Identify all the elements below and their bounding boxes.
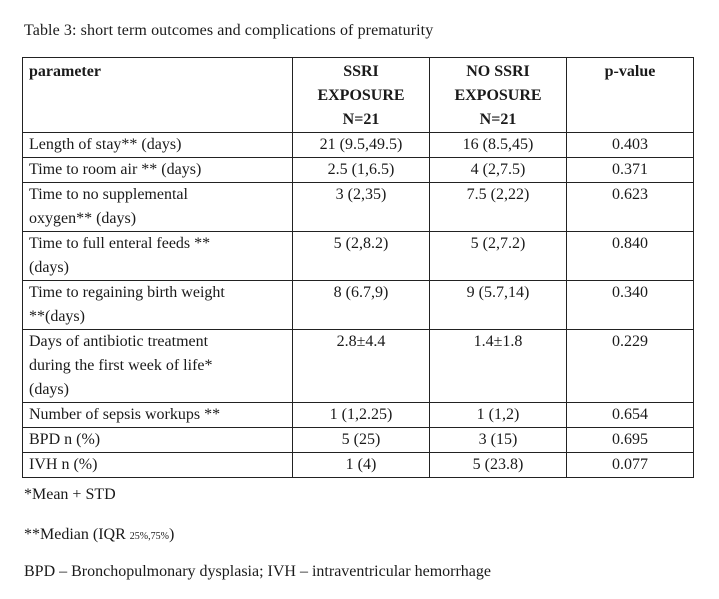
parameter-line: Length of stay** (days) — [29, 136, 182, 153]
parameter-line: Time to room air ** (days) — [29, 161, 202, 178]
parameter-line: BPD n (%) — [29, 431, 101, 448]
parameter-line: (days) — [29, 259, 69, 276]
header-no-ssri-line: EXPOSURE — [454, 87, 542, 104]
header-no-ssri-line: NO SSRI — [466, 63, 530, 80]
cell-pvalue: 0.623 — [567, 183, 694, 232]
cell-no-ssri: 1.4±1.8 — [430, 330, 567, 403]
table-row — [23, 330, 694, 403]
cell-no-ssri: 9 (5.7,14) — [430, 281, 567, 330]
parameter-line: oxygen** (days) — [29, 210, 137, 227]
header-no-ssri-line: N=21 — [479, 111, 517, 128]
parameter-line: Days of antibiotic treatment — [29, 333, 209, 350]
cell-ssri: 1 (4) — [293, 453, 430, 478]
header-parameter: parameter — [23, 58, 293, 133]
cell-pvalue: 0.077 — [567, 453, 694, 478]
cell-no-ssri: 16 (8.5,45) — [430, 133, 567, 158]
footnote-median-sub: 25%,75% — [129, 531, 169, 542]
cell-parameter — [23, 403, 293, 428]
cell-no-ssri: 3 (15) — [430, 428, 567, 453]
cell-pvalue: 0.403 — [567, 133, 694, 158]
parameter-line: Time to regaining birth weight — [29, 284, 225, 301]
parameter-line: Time to no supplemental — [29, 186, 188, 203]
footnote-abbreviations: BPD – Bronchopulmonary dysplasia; IVH – intraventricular hemorrhage — [24, 563, 491, 580]
table-row — [23, 232, 694, 281]
cell-parameter — [23, 158, 293, 183]
footnote-median-close: ) — [168, 526, 175, 543]
cell-ssri: 1 (1,2.25) — [293, 403, 430, 428]
outcomes-table — [22, 57, 694, 478]
table-row — [23, 133, 694, 158]
cell-parameter — [23, 183, 293, 232]
cell-pvalue: 0.340 — [567, 281, 694, 330]
parameter-line: Time to full enteral feeds ** — [29, 235, 211, 252]
header-pvalue: p-value — [567, 58, 694, 133]
header-ssri-line: SSRI — [343, 63, 379, 80]
footnote-median — [24, 526, 174, 544]
parameter-line: Number of sepsis workups ** — [29, 406, 221, 423]
parameter-line: (days) — [29, 381, 69, 398]
parameter-line: **(days) — [29, 308, 85, 325]
table-caption: Table 3: short term outcomes and complications of prematurity — [24, 22, 434, 39]
table-row — [23, 428, 694, 453]
cell-ssri: 2.8±4.4 — [293, 330, 430, 403]
table-row — [23, 158, 694, 183]
cell-no-ssri: 5 (23.8) — [430, 453, 567, 478]
cell-parameter — [23, 330, 293, 403]
table-row — [23, 281, 694, 330]
cell-parameter — [23, 281, 293, 330]
header-ssri — [293, 58, 430, 133]
cell-pvalue: 0.371 — [567, 158, 694, 183]
cell-pvalue: 0.229 — [567, 330, 694, 403]
table-row — [23, 403, 694, 428]
table-row — [23, 183, 694, 232]
cell-no-ssri: 4 (2,7.5) — [430, 158, 567, 183]
header-no-ssri — [430, 58, 567, 133]
table-row — [23, 453, 694, 478]
cell-ssri: 3 (2,35) — [293, 183, 430, 232]
table-header-row — [23, 58, 694, 133]
footnote-mean-std: *Mean + STD — [24, 486, 116, 503]
cell-no-ssri: 7.5 (2,22) — [430, 183, 567, 232]
header-ssri-line: N=21 — [342, 111, 380, 128]
cell-pvalue: 0.840 — [567, 232, 694, 281]
cell-ssri: 5 (2,8.2) — [293, 232, 430, 281]
cell-no-ssri: 5 (2,7.2) — [430, 232, 567, 281]
cell-pvalue: 0.654 — [567, 403, 694, 428]
footnote-median-text: **Median (IQR — [24, 526, 130, 543]
header-ssri-line: EXPOSURE — [317, 87, 405, 104]
cell-parameter — [23, 453, 293, 478]
cell-ssri: 21 (9.5,49.5) — [293, 133, 430, 158]
cell-ssri: 2.5 (1,6.5) — [293, 158, 430, 183]
cell-pvalue: 0.695 — [567, 428, 694, 453]
cell-parameter — [23, 428, 293, 453]
cell-parameter — [23, 232, 293, 281]
cell-parameter — [23, 133, 293, 158]
cell-ssri: 8 (6.7,9) — [293, 281, 430, 330]
cell-no-ssri: 1 (1,2) — [430, 403, 567, 428]
cell-ssri: 5 (25) — [293, 428, 430, 453]
parameter-line: IVH n (%) — [29, 456, 98, 473]
parameter-line: during the first week of life* — [29, 357, 213, 374]
